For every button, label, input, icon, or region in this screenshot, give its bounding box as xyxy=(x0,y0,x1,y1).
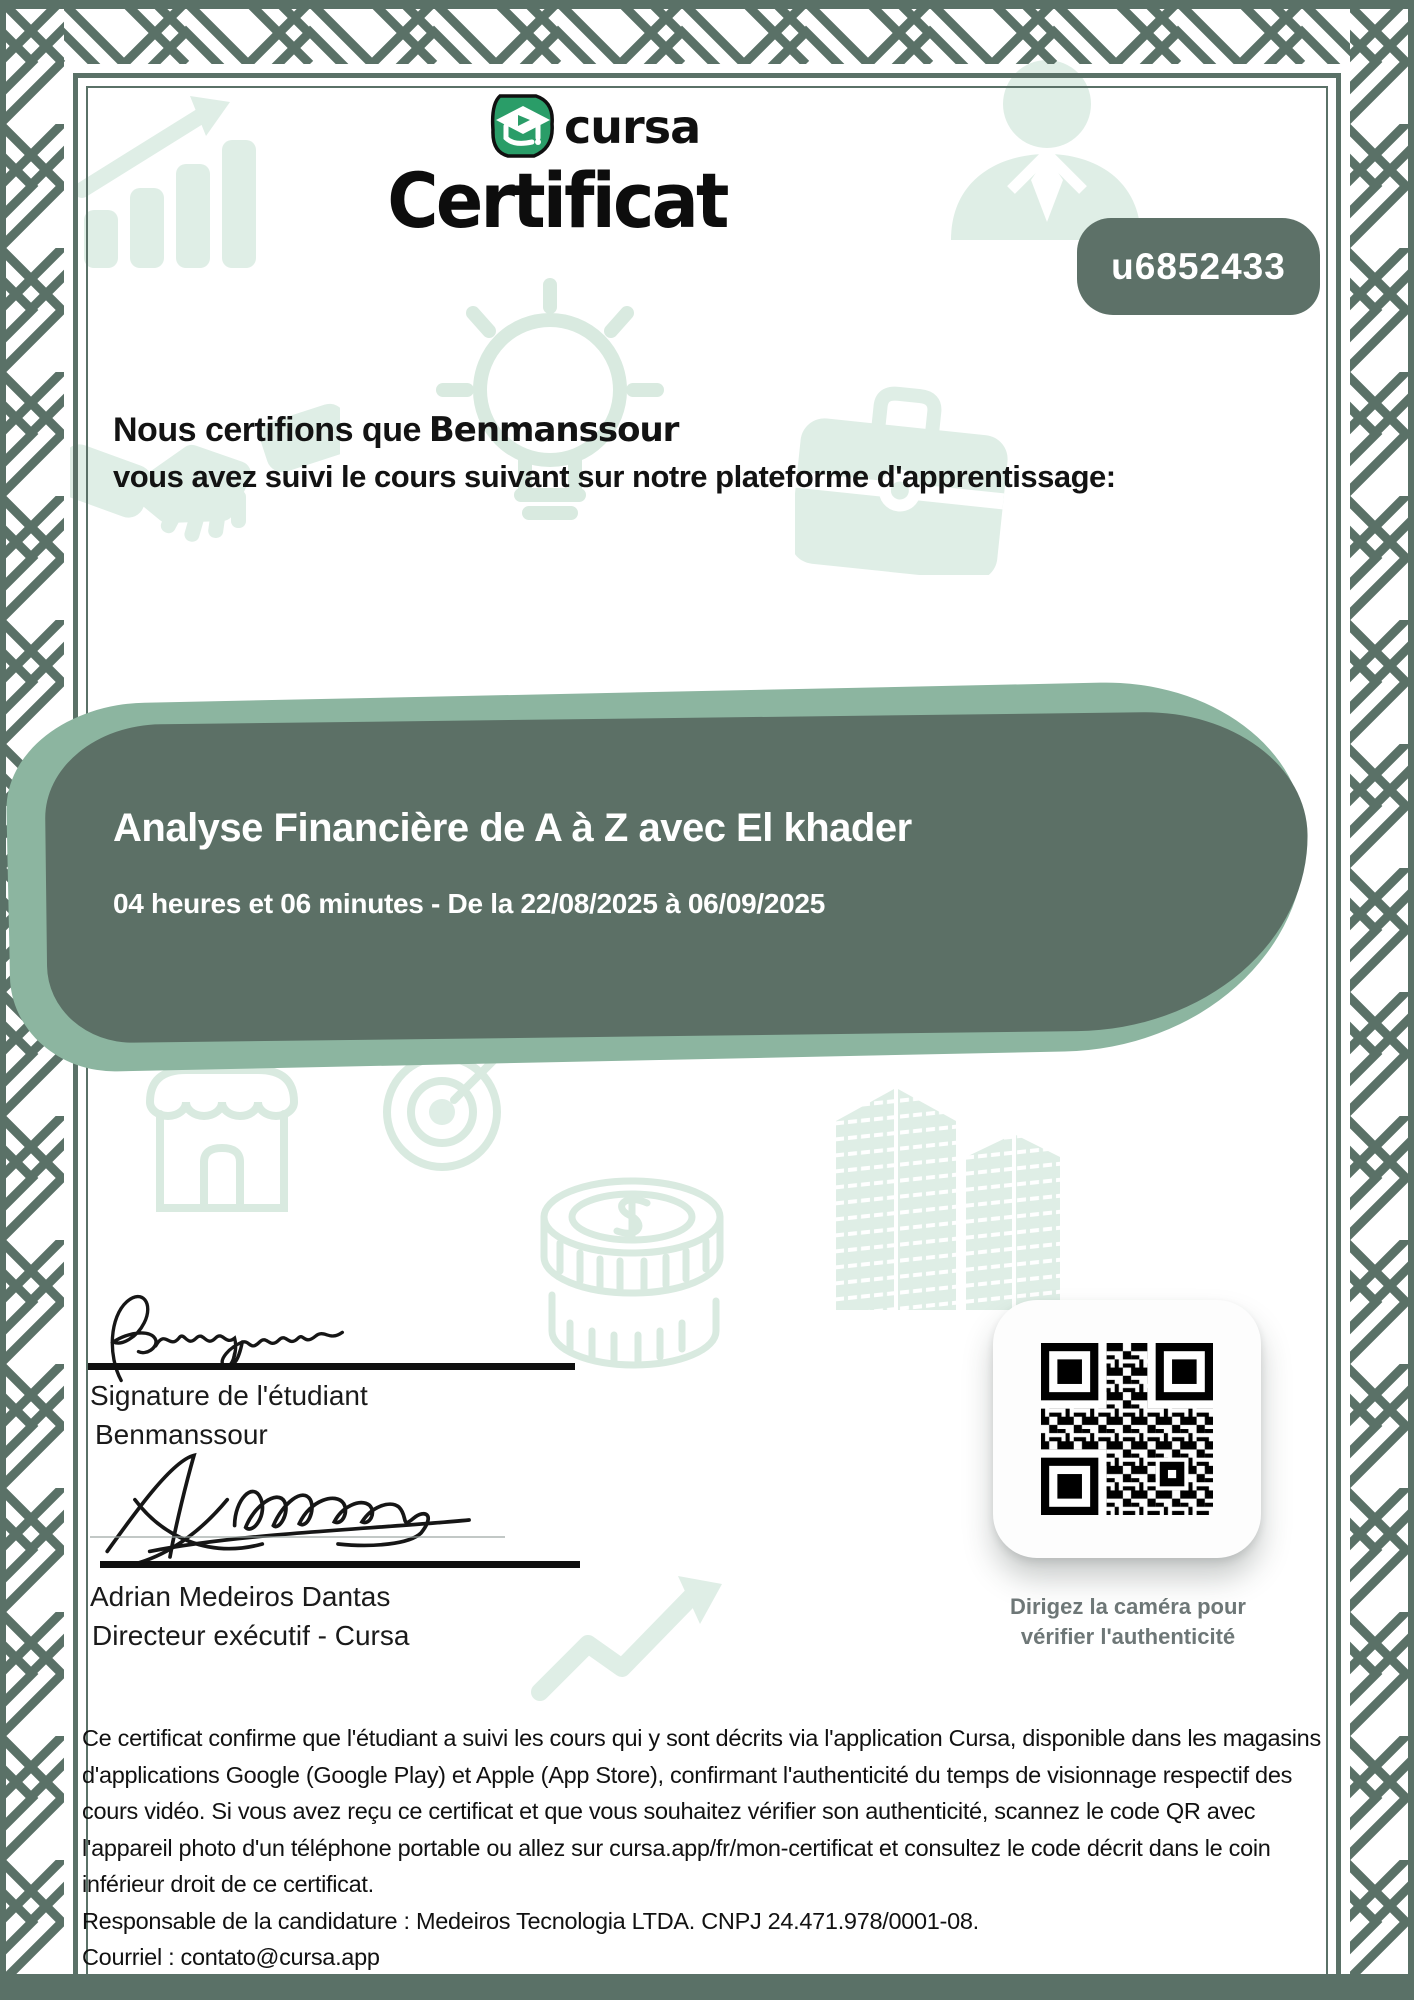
course-details: 04 heures et 06 minutes - De la 22/08/2025 à 06/09/2025 xyxy=(113,888,825,919)
footer-text-block xyxy=(82,1720,1340,1976)
qr-caption-line-2: vérifier l'authenticité xyxy=(1020,1624,1236,1649)
qr-caption-line-1: Dirigez la caméra pour xyxy=(1010,1594,1246,1619)
director-signature-script xyxy=(95,1448,485,1568)
qr-caption xyxy=(963,1592,1293,1652)
graduation-cap-icon xyxy=(490,94,556,160)
certificate-code-badge xyxy=(1077,218,1320,315)
intro-line-1 xyxy=(113,410,678,450)
footer-responsible: Responsable de la candidature : Medeiros Tecnologia LTDA. CNPJ 24.471.978/0001-08. xyxy=(82,1907,979,1934)
intro-line-2: vous avez suivi le cours suivant sur notre plateforme d'apprentissage: xyxy=(113,459,1116,494)
certificate-title: Certificat xyxy=(387,156,727,245)
footer-paragraph: Ce certificat confirme que l'étudiant a suivi les cours qui y sont décrits via l'application Cursa, disponible dans les magasins d'applications Google (Google Play) et Apple (App Store), confirmant l'authenticité du temps de visionnage respectif des cours vidéo. Si vous avez reçu ce certificat et que vous souhaitez vérifier son authenticité, scannez le code QR avec l'appareil photo d'un téléphone portable ou allez sur cursa.app/fr/mon-certificat et consultez le code décrit dans le coin inférieur droit de ce certificat. xyxy=(82,1725,1321,1897)
student-signature-script xyxy=(100,1292,350,1392)
intro-prefix: Nous certifions que xyxy=(113,411,421,449)
footer-email: Courriel : contato@cursa.app xyxy=(82,1944,380,1970)
director-signature-name: Adrian Medeiros Dantas xyxy=(90,1581,391,1612)
director-signature-role: Directeur exécutif - Cursa xyxy=(92,1620,410,1651)
course-banner xyxy=(44,710,1310,1043)
course-title: Analyse Financière de A à Z avec El khader xyxy=(113,806,912,850)
cursa-logo-text: cursa xyxy=(564,100,701,154)
certificate-code: u6852433 xyxy=(1111,245,1286,287)
qr-card xyxy=(993,1300,1261,1558)
student-name: Benmanssour xyxy=(428,410,679,450)
student-signature-line xyxy=(88,1363,575,1370)
student-signature-label: Signature de l'étudiant xyxy=(90,1380,368,1411)
qr-code xyxy=(1041,1343,1213,1515)
director-signature-baseline xyxy=(90,1536,505,1538)
director-signature-line xyxy=(100,1561,580,1568)
student-signature-name: Benmanssour xyxy=(95,1419,268,1450)
